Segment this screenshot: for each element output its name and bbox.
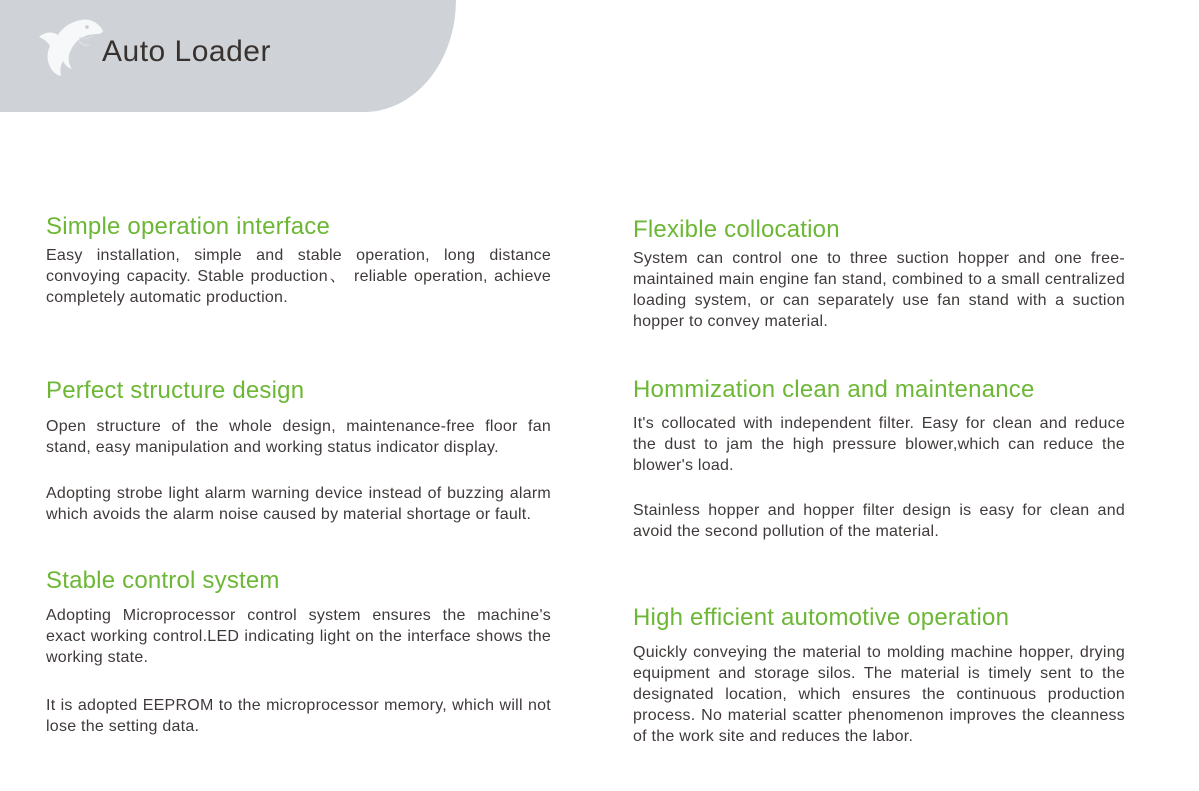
- section-paragraph: Easy installation, simple and stable operation, long distance convoying capacity. Stable production、 reliable operation, achieve completely automatic production.: [46, 247, 551, 306]
- section-paragraph: It is adopted EEPROM to the microprocessor memory, which will not lose the setting data.: [46, 697, 551, 735]
- section-paragraph: Stainless hopper and hopper filter design is easy for clean and avoid the second pollution of the material.: [633, 502, 1125, 540]
- section-paragraph: System can control one to three suction hopper and one free-maintained main engine fan stand, combined to a small centralized loading system, or can separately use fan stand with a suction hopper to convey material.: [633, 250, 1125, 330]
- section-paragraph: Adopting strobe light alarm warning device instead of buzzing alarm which avoids the alarm noise caused by material shortage or fault.: [46, 485, 551, 523]
- column-left: [46, 213, 551, 747]
- section-paragraph: Adopting Microprocessor control system ensures the machine's exact working control.LED indicating light on the interface shows the working state.: [46, 607, 551, 666]
- section-heading-simple-operation-interface: Simple operation interface: [46, 213, 331, 240]
- section-heading-high-efficient-automotive-operation: High efficient automotive operation: [633, 604, 1010, 631]
- feature-content: [46, 213, 1125, 747]
- section-heading-perfect-structure-design: Perfect structure design: [46, 377, 305, 404]
- section-heading-stable-control-system: Stable control system: [46, 567, 280, 594]
- dolphin-icon: [34, 14, 108, 78]
- page-title: Auto Loader: [102, 35, 271, 68]
- section-heading-hommization-clean-and-maintenance: Hommization clean and maintenance: [633, 376, 1035, 403]
- section-paragraph: Quickly conveying the material to molding machine hopper, drying equipment and storage silos. The material is timely sent to the designated location, which ensures the continuous production process. No material scatter phenomenon improves the cleanness of the work site and reduces the labor.: [633, 644, 1125, 745]
- header-band: [0, 0, 456, 112]
- section-paragraph: Open structure of the whole design, maintenance-free floor fan stand, easy manipulation and working status indicator display.: [46, 418, 551, 456]
- column-right: [633, 213, 1125, 747]
- section-heading-flexible-collocation: Flexible collocation: [633, 216, 840, 243]
- section-paragraph: It's collocated with independent filter. Easy for clean and reduce the dust to jam the high pressure blower,which can reduce the blower's load.: [633, 415, 1125, 474]
